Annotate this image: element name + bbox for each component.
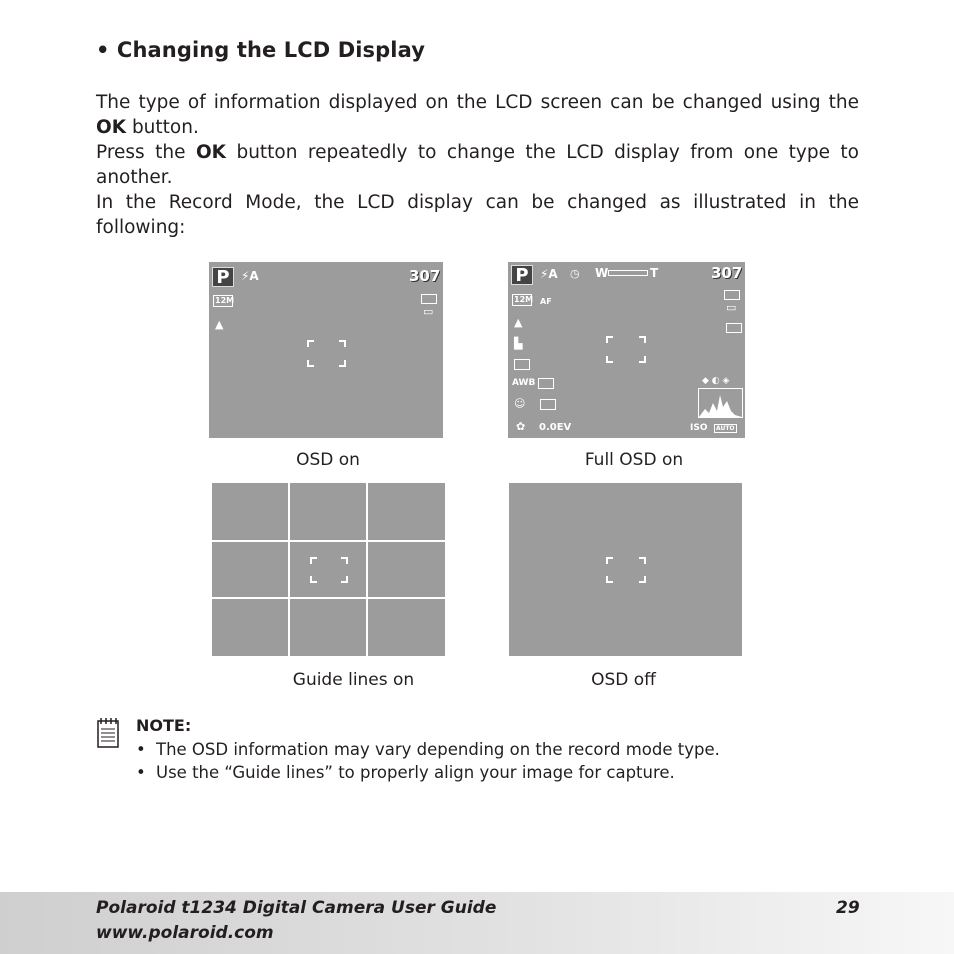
paragraph-3: In the Record Mode, the LCD display can be changed as illustrated in the following: <box>96 192 859 238</box>
mode-p-icon: P <box>212 267 234 287</box>
shots-remaining: 307 <box>409 267 441 285</box>
focus-bracket-tl <box>606 336 613 343</box>
focus-area-icon <box>514 359 530 370</box>
focus-bracket-tl <box>606 557 613 564</box>
flash-auto-icon: ⚡A <box>540 267 558 281</box>
iso-auto-badge: AUTO <box>716 425 735 432</box>
ok-keyword-1: OK <box>96 117 127 138</box>
iso-label: ISO <box>690 423 708 433</box>
note-label: NOTE: <box>136 716 192 735</box>
note-item-2-text: Use the “Guide lines” to properly align your image for capture. <box>156 763 675 782</box>
caption-osd-on: OSD on <box>296 450 360 470</box>
adjust-icons: ◆ ◐ ◈ <box>702 376 730 386</box>
zoom-tele-label: T <box>650 266 659 280</box>
caption-osd-off: OSD off <box>591 670 656 690</box>
note-item-2: • Use the “Guide lines” to properly align your image for capture. <box>136 763 675 782</box>
mode-p-icon: P <box>511 265 533 285</box>
notepad-icon <box>97 718 119 748</box>
caption-full-osd-on: Full OSD on <box>584 450 684 470</box>
drive-mode-icon <box>540 399 556 410</box>
footer-url: www.polaroid.com <box>96 923 274 943</box>
focus-bracket-tr <box>639 557 646 564</box>
resolution-icon <box>512 294 532 306</box>
screen-guide-lines-on <box>212 483 445 656</box>
paragraph-1 <box>96 90 859 140</box>
focus-bracket-tr <box>639 336 646 343</box>
paragraph-1-text-b: button. <box>126 117 199 138</box>
focus-bracket-br <box>341 576 348 583</box>
guide-line-vertical-1 <box>288 483 290 656</box>
histogram-graph <box>699 389 742 417</box>
quality-icon: ▲ <box>215 318 224 331</box>
resolution-icon <box>213 295 233 307</box>
section-heading: • Changing the LCD Display <box>96 38 425 62</box>
screen-osd-off <box>509 483 742 656</box>
footer <box>0 892 954 954</box>
paragraph-2-text-a: Press the <box>96 142 196 163</box>
paragraph-2 <box>96 140 859 190</box>
focus-bracket-bl <box>606 356 613 363</box>
paragraph-1-text-a: The type of information displayed on the LCD screen can be changed using the <box>96 92 859 113</box>
scene-icon <box>538 378 554 389</box>
stabilizer-icon: ▭ <box>423 305 434 318</box>
screen-osd-on <box>209 262 443 438</box>
self-timer-icon: ◷ <box>570 267 580 280</box>
quality-icon: ▲ <box>514 316 523 329</box>
guide-line-horizontal-1 <box>212 540 445 542</box>
metering-icon: ▙ <box>514 337 523 350</box>
focus-bracket-br <box>639 576 646 583</box>
focus-bracket-bl <box>606 576 613 583</box>
focus-bracket-tl <box>310 557 317 564</box>
battery-icon <box>724 290 740 300</box>
focus-bracket-tr <box>339 340 346 347</box>
focus-bracket-bl <box>307 360 314 367</box>
note-item-1-text: The OSD information may vary depending on the record mode type. <box>156 740 720 759</box>
focus-bracket-tl <box>307 340 314 347</box>
zoom-bar <box>608 270 648 276</box>
face-detect-icon: ☺ <box>514 397 526 410</box>
page-number: 29 <box>836 898 860 918</box>
focus-bracket-br <box>639 356 646 363</box>
footer-title: Polaroid t1234 Digital Camera User Guide <box>96 898 497 918</box>
stabilizer-icon: ▭ <box>726 301 737 314</box>
zoom-wide-label: W <box>595 266 609 280</box>
memory-card-icon <box>726 323 742 333</box>
af-mode-icon: AF <box>540 297 552 306</box>
shots-remaining: 307 <box>711 264 743 282</box>
macro-icon: ✿ <box>516 420 526 433</box>
focus-bracket-bl <box>310 576 317 583</box>
awb-icon: AWB <box>512 378 536 388</box>
histogram <box>698 388 743 418</box>
ok-keyword-2: OK <box>195 142 227 163</box>
ev-value: 0.0EV <box>539 422 572 433</box>
guide-line-vertical-2 <box>366 483 368 656</box>
battery-icon <box>421 294 437 304</box>
resolution-label: 12M <box>215 296 235 305</box>
focus-bracket-br <box>339 360 346 367</box>
note-item-1: • The OSD information may vary depending on the record mode type. <box>136 740 720 759</box>
resolution-label: 12M <box>514 295 534 304</box>
focus-bracket-tr <box>341 557 348 564</box>
screen-full-osd-on <box>508 262 745 438</box>
caption-guide-lines-on: Guide lines on <box>292 670 415 690</box>
flash-auto-icon: ⚡A <box>241 269 259 283</box>
paragraph-2-text-b: button repeatedly to change the LCD display from one type to another. <box>96 142 859 188</box>
guide-line-horizontal-2 <box>212 597 445 599</box>
